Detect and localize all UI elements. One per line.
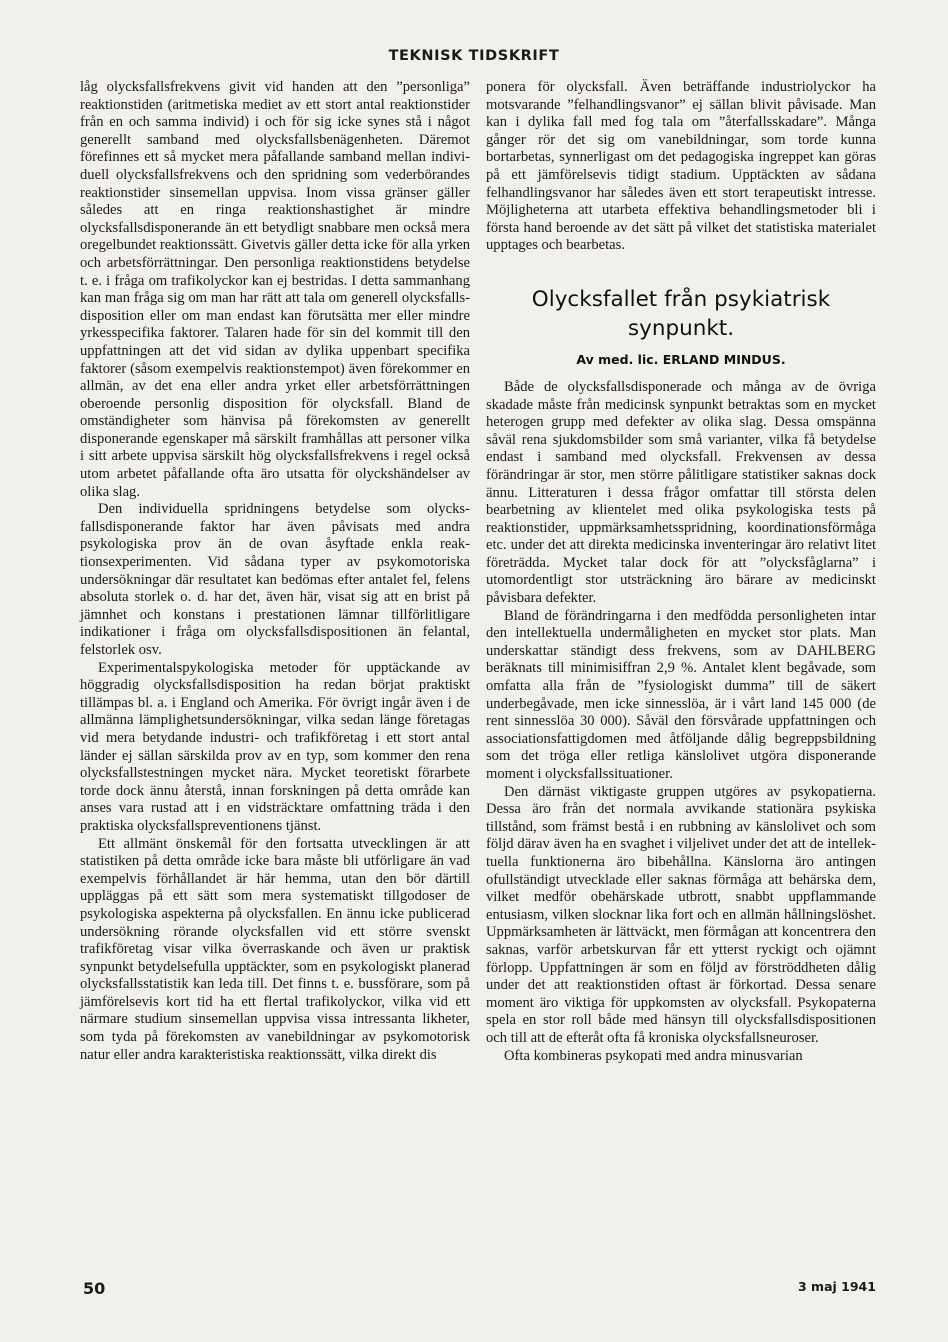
right-column: [486, 79, 876, 1065]
paragraph: Bland de förändringarna i den medfödda personligheten intar den intellektuella undermåligheten en mycket stor plats. Man underskattar ständigt dess frekvens, som av DAHLBERG beräknats till minimisiffran 2,9 %. Antalet klent begåvade, som omfatta alla från de ”fysiologiskt dumma” till de säkert underbegåvade, men icke sinnesslöa, är i vårt land 145 000 (de rent sinnesslöa 30 000). Såväl den försvårade uppfattningen och associationsfattigdomen med åtföljande dålig begreppsbildning som det tröga eller retliga känslolivet utgöra disponerande moment i olycksfallssituationer.: [486, 607, 876, 782]
paragraph: Både de olycksfallsdisponerade och många av de övriga skadade måste från medicinsk synpunkt betraktas som en mycket heterogen grupp med defekter av olika slag. Dessa omspänna såväl rena sjukdomsbilder som små varianter, vilka få betydelse endast i samband med olycksfall. Frekvensen av dessa förändringar är stor, men större pålitligare statistiker saknas dock ännu. Litteraturen i dessa frågor omfattar till största delen bearbetning av klientelet med olika psykologiska tests på reaktionstider, uppmärksamhetsspridning, koordinationsförmåga etc. under det att direkta medicinska inventeringar äro relativt litet företrädda. Mycket talar dock för att ”olycksfåglarna” i utomordentligt stor utsträckning äro bärare av medicinskt påvisbara defekter.: [486, 378, 876, 607]
paragraph: låg olycksfallsfrekvens givit vid handen att den ”personliga” reaktionstiden (aritmetiska mediet av ett stort antal reaktionstider från en och samma individ) i och för sig icke synes stå i något generellt samband med olycksfallsbenägenheten. Däremot förefinnes ett så mycket mera påfallande samband mellan individuell olycksfallsfrekvens och den spridning som vederbörandes reaktionstider sinsemellan uppvisa. Inom vissa gränser gäller således att en ringa reaktionshastighet är mindre olycksfallsdisponerande än ett betydligt snabbare men också mera oregelbundet reaktionssätt. Givetvis gäller detta icke för alla yrken och arbetsförrättningar. Den personliga reaktionstidens betydelse t. e. i fråga om trafikolyckor kan ej bestridas. I detta sammanhang kan man fråga sig om man har rätt att tala om generell olycksfallsdisposition eller om man endast kan förutsätta mer eller mindre yrkesspecifika faktorer. Talaren hade för sin del kommit till den uppfattningen att det vid sidan av dylika uppenbart specifika faktorer (såsom exempelvis reaktionstempot) även förekommer en allmän, av det ena eller andra yrket eller arbetsförrättningen oberoende personlig disposition för olycksfall. Bland de omständigheter som hänvisa på förekomsten av generellt disponerande egenskaper må särskilt framhållas att personer vilka i sitt arbete uppvisa särskilt hög olycksfallsfrekvens i regel också utom arbetet påfallande ofta äro utsatta för olyckshändelser av olika slag.: [80, 79, 470, 500]
page-number: 50: [83, 1279, 106, 1298]
paragraph: ponera för olycksfall. Även beträffande industriolyckor ha motsvarande ”felhandlingsvanor” ej sällan blivit påvisade. Man kan i dylika fall med fog tala om ”återfallsskadare”. Många gånger rör det sig om vanebildningar, som torde kunna bortarbetas, synnerligast om det pedagogiska ingreppet kan göras på ett jämförelsevis tidigt stadium. Upptäckten av sådana felhandlingsvanor har således även ett stort terapeutiskt intresse. Möjligheterna att utarbeta effektiva behandlingsmetoder bli i första hand beroende av det sätt på vilket det statistiska materialet upptages och bearbetas.: [486, 79, 876, 254]
paragraph: Experimentalspykologiska metoder för upptäckande av höggradig olycksfallsdisposition ha redan börjat praktiskt tillämpas bl. a. i England och Amerika. För övrigt ingår även i de allmänna lämplighetsundersökningar, vilka sedan länge företagas vid mera betydande industri- och trafikföretag i ett stort antal länder ej sällan särskilda prov av en typ, som kommer den rena olycksfallstestningen mycket nära. Mycket teoretiskt förarbete torde dock ännu återstå, innan forskningen på detta område kan anses vara rustad att i en vidsträcktare omfattning träda i den praktiska olycksfallspreventionens tjänst.: [80, 659, 470, 834]
paragraph: Den individuella spridningens betydelse som olycksfallsdisponerande faktor har även påvisats med andra psykologiska prov än de ovan åsyftade enkla reaktionsexperimenten. Vid sådana typer av psykomotoriska undersökningar där resultatet kan bedömas efter antalet fel, felens absoluta storlek o. d. har det, även här, visat sig att en brist på jämnhet och konstans i prestationen lämnar tillförlitligare indikationer i fråga om olycksfallsdispositionen än felantal, felstorlek osv.: [80, 501, 470, 658]
article-title: Olycksfallet från psykiatrisk synpunkt.: [531, 286, 831, 341]
article-byline: Av med. lic. ERLAND MINDUS.: [576, 351, 786, 367]
journal-masthead: TEKNISK TIDSKRIFT: [388, 48, 560, 64]
left-column: [80, 79, 470, 1064]
paragraph: Ett allmänt önskemål för den fortsatta utvecklingen är att statistiken på detta område icke bara måste bli utförligare än vad exempelvis förhållandet är här hemma, utan den bör därtill uppläggas på ett sätt som mera systematiskt tillgodoser de psykologiska aspekterna på olycksfallen. En ännu icke publicerad undersökning rörande olycksfallen vid ett större svenskt trafikföretag visar vilka överraskande och även ur praktisk synpunkt betydelsefulla upptäckter, som en psykologiskt planerad olycksfallsstatistik kan leda till. Det finns t. e. bussförare, som på jämförelsevis kort tid ha ett flertal trafikolyckor, vilka vid ett närmare studium sinsemellan uppvisa vissa intressanta likheter, som tyda på förekomsten av vanebildningar av psykomotorisk natur eller andra karakteristiska reaktionssätt, vilka direkt dis: [80, 835, 470, 1063]
paragraph: Ofta kombineras psykopati med andra minusvarian: [504, 1047, 803, 1064]
issue-date: 3 maj 1941: [798, 1279, 876, 1294]
paragraph: Den därnäst viktigaste gruppen utgöres av psykopatierna. Dessa äro från det normala avvikande stationära psykiska tillstånd, som främst bestå i en rubbning av känslolivet och som följd därav även ha en svaghet i viljelivet under det att de intellektuella funktionerna äro bibehållna. Känslorna äro antingen ofullständigt utvecklade eller saknas förmåga att behärska dem, vilket medför obehärskade utbrott, snabbt uppflammande entusiasm, vilken slocknar lika fort och en allmän hållningslöshet. Uppmärksamheten är lättväckt, men förmågan att koncentrera den saknas, varför arbetskurvan får ett ytterst ryckigt och ojämnt förlopp. Uppfattningen är som en följd av förströddheten dålig under det att reaktionstiden oftast är förkortad. Dessa senare moment äro viktiga för uppkomsten av olycksfall. Psykopaterna spela en stor roll både med hänsyn till olycksfallsdispositionen och till att de efteråt ofta få kroniska olycksfallsneuroser.: [486, 783, 876, 1046]
